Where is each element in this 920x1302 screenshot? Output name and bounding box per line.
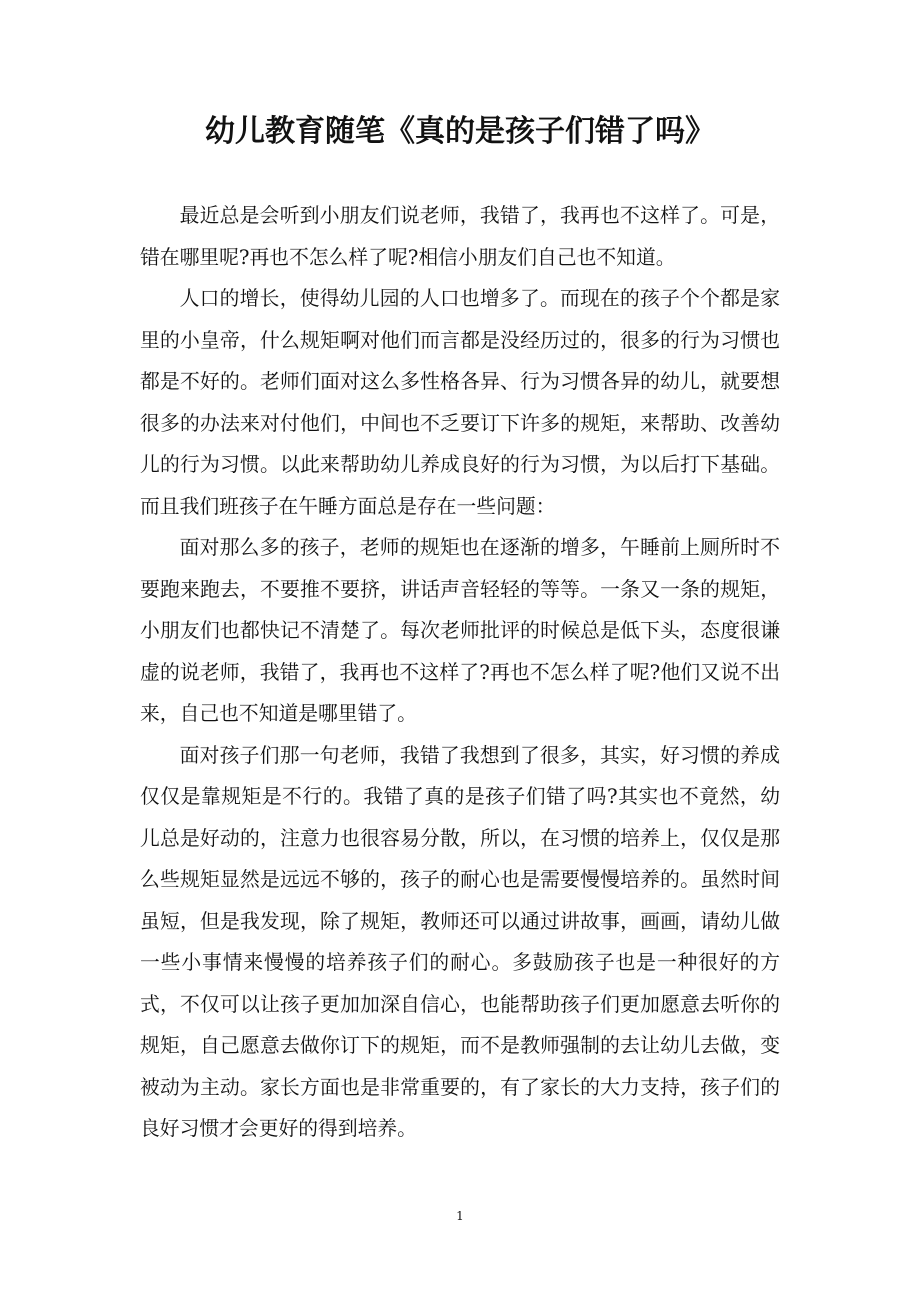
paragraph-2: 人口的增长，使得幼儿园的人口也增多了。而现在的孩子个个都是家里的小皇帝，什么规矩啊对他们而言都是没经历过的，很多的行为习惯也都是不好的。老师们面对这么多性格各异、行为习惯各异的幼儿，就要想很多的办法来对付他们，中间也不乏要订下许多的规矩，来帮助、改善幼儿的行为习惯。以此来帮助幼儿养成良好的行为习惯，为以后打下基础。而且我们班孩子在午睡方面总是存在一些问题： [140,287,780,518]
page-number: 1 [456,1209,464,1223]
paragraph-3: 面对那么多的孩子，老师的规矩也在逐渐的增多，午睡前上厕所时不要跑来跑去，不要推不要挤，讲话声音轻轻的等等。一条又一条的规矩，小朋友们也都快记不清楚了。每次老师批评的时候总是低下头，态度很谦虚的说老师，我错了，我再也不这样了?再也不怎么样了呢?他们又说不出来，自己也不知道是哪里错了。 [140,536,780,725]
document-title: 幼儿教育随笔《真的是孩子们错了吗》 [205,114,715,149]
paragraph-4: 面对孩子们那一句老师，我错了我想到了很多，其实，好习惯的养成仅仅是靠规矩是不行的。我错了真的是孩子们错了吗?其实也不竟然，幼儿总是好动的，注意力也很容易分散，所以，在习惯的培养上，仅仅是那么些规矩显然是远远不够的，孩子的耐心也是需要慢慢培养的。虽然时间虽短，但是我发现，除了规矩，教师还可以通过讲故事，画画，请幼儿做一些小事情来慢慢的培养孩子们的耐心。多鼓励孩子也是一种很好的方式，不仅可以让孩子更加加深自信心，也能帮助孩子们更加愿意去听你的规矩，自己愿意去做你订下的规矩，而不是教师强制的去让幼儿去做，变被动为主动。家长方面也是非常重要的，有了家长的大力支持，孩子们的良好习惯才会更好的得到培养。 [140,743,780,1140]
document-body [140,195,780,1150]
paragraph-1: 最近总是会听到小朋友们说老师，我错了，我再也不这样了。可是，错在哪里呢?再也不怎么样了呢?相信小朋友们自己也不知道。 [140,204,780,269]
